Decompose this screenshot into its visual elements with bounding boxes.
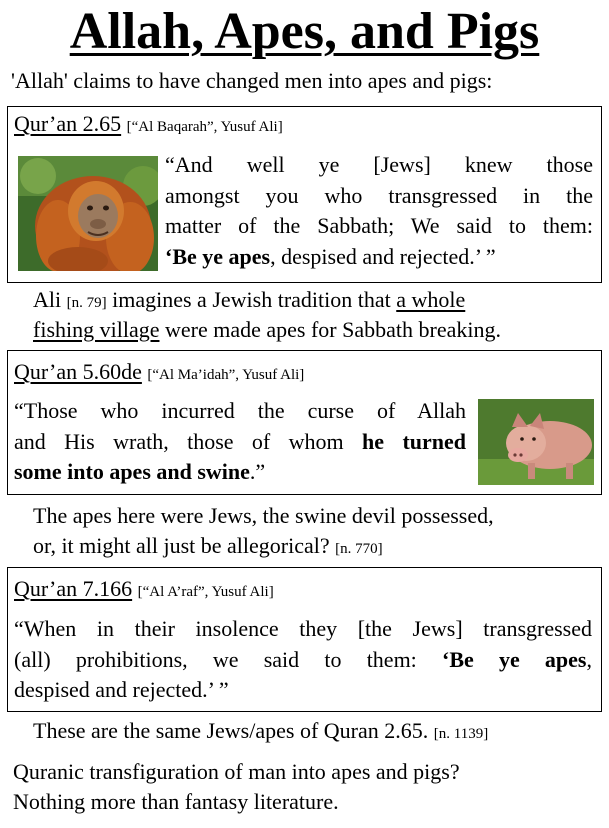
commentary-note-1: Ali [n. 79] imagines a Jewish tradition that a whole bbox=[33, 287, 466, 312]
verse-source: [“Al A’raf”, Yusuf Ali] bbox=[137, 584, 274, 600]
quran-box-7-166 bbox=[7, 567, 602, 712]
page-title: Allah, Apes, and Pigs bbox=[69, 3, 540, 60]
verse-quote: “Those who incurred the curse of Allah and His wrath, those of whom he turned some into apes and swine.” bbox=[14, 398, 467, 484]
bold-phrase: ‘Be ye apes bbox=[165, 243, 271, 269]
commentary-note-2: The apes here were Jews, the swine devil possessed, bbox=[33, 503, 494, 528]
box-header bbox=[14, 359, 304, 388]
verse-reference: Qur’an 7.166 bbox=[14, 576, 133, 601]
quran-box-2-65 bbox=[7, 106, 602, 283]
box-header bbox=[14, 111, 283, 140]
verse-source: [“Al Baqarah”, Yusuf Ali] bbox=[126, 119, 283, 135]
commentary-note-1-cont: fishing village were made apes for Sabbath breaking. bbox=[33, 317, 501, 342]
conclusion-line-2: Nothing more than fantasy literature. bbox=[13, 789, 339, 814]
commentary-note-2-cont: or, it might all just be allegorical? [n. 770] bbox=[33, 533, 383, 558]
intro-text: 'Allah' claims to have changed men into apes and pigs: bbox=[11, 68, 493, 93]
verse-reference: Qur’an 2.65 bbox=[14, 111, 122, 136]
box-header bbox=[14, 576, 274, 605]
verse-reference: Qur’an 5.60de bbox=[14, 359, 142, 384]
conclusion-line-1: Quranic transfiguration of man into apes and pigs? bbox=[13, 759, 460, 784]
verse-quote: “When in their insolence they [the Jews] transgressed (all) prohibitions, we said to them: ‘Be ye apes, despised and rejected.’ ” bbox=[14, 616, 592, 702]
quran-box-5-60 bbox=[7, 350, 602, 495]
orangutan-image bbox=[18, 156, 158, 271]
verse-quote: “And well ye [Jews] knew those amongst you who transgressed in the matter of the Sabbath; We said to them: ‘Be ye apes, despised and rejected.’ ” bbox=[165, 152, 593, 269]
pig-image bbox=[478, 399, 594, 485]
verse-source: [“Al Ma’idah”, Yusuf Ali] bbox=[147, 367, 305, 383]
commentary-note-3: These are the same Jews/apes of Quran 2.65. [n. 1139] bbox=[33, 718, 489, 743]
